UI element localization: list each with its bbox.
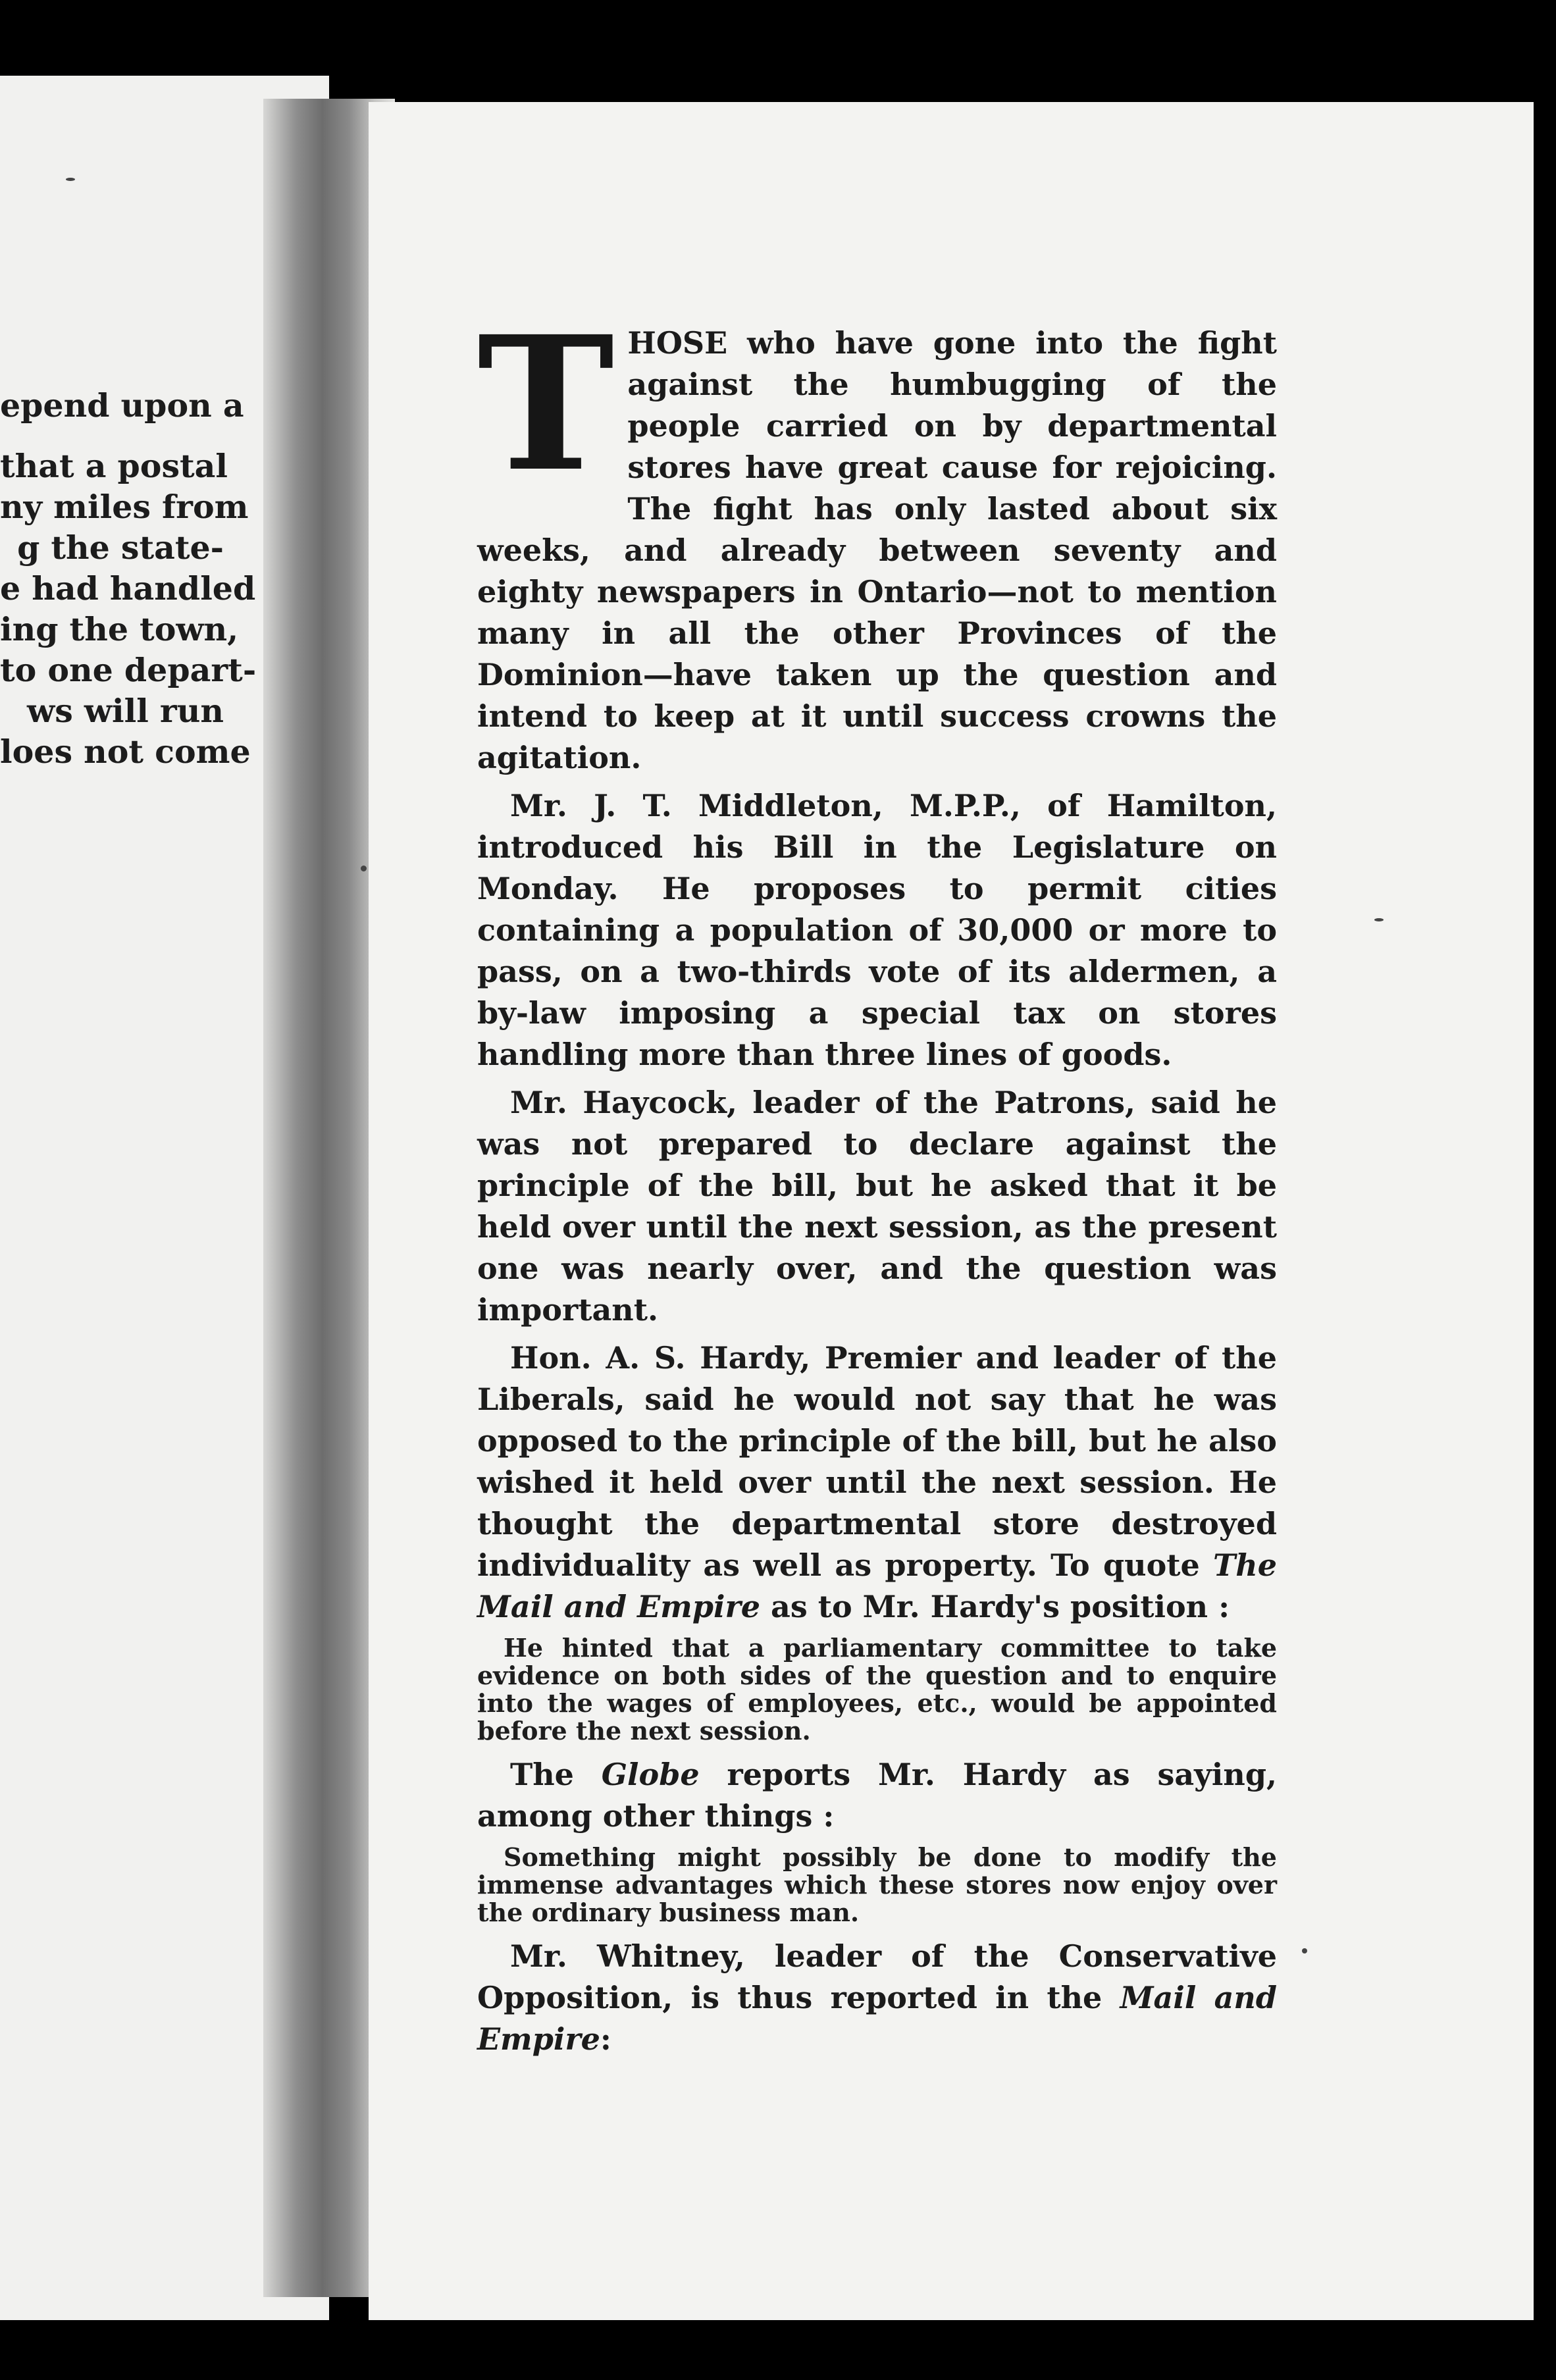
left-line: ws will run [27,692,224,730]
block-quote-2: Something might possibly be done to modify the immense advantages which these stores now enjoy over the ordinary business man. [477,1842,1277,1927]
scan-speck [1374,918,1384,921]
paragraph-1 [477,296,1277,779]
paragraph-6 [477,1936,1277,2060]
left-line-gap [0,426,224,446]
drop-cap: T [477,296,615,513]
paragraph-1-text: HOSE who have gone into the fight against the humbugging of the people carried on by departmental stores have great cause for rejoicing. The fight has only lasted about six weeks, and already between seventy and eighty newspapers in Ontario—not to mention many in all the other Provinces of the Dominion—have taken up the question and intend to keep at it until success crowns the agitation. [477,325,1277,775]
paragraph-4-text-a: Hon. A. S. Hardy, Premier and leader of the Liberals, said he would not say that he was opposed to the principle of the bill, but he also wished it held over until the next session. He thought the departmental store destroyed individuality as well as property. To quote [477,1340,1277,1583]
left-line: to one depart- [0,651,257,689]
left-page-text [0,385,257,772]
publication-name: Mail and Empire [477,1980,1278,2057]
publication-name: Globe [601,1757,700,1792]
left-line: that a postal [0,447,228,485]
paragraph-4-text-b: as to Mr. Hardy's position : [771,1589,1230,1624]
left-line: ing the town, [0,610,239,648]
paragraph-5-text-a: The [510,1757,574,1792]
paragraph-5 [477,1754,1277,1837]
publication-name: The Mail and Empire [477,1547,1277,1624]
left-line: e had handled [0,569,256,608]
left-line: epend upon a [0,386,244,425]
article-body [477,296,1278,2067]
scan-speck [1302,1948,1307,1953]
paragraph-4 [477,1337,1277,1628]
paragraph-6-text-a: Mr. Whitney, leader of the Conservative Opposition, is thus reported in the [477,1938,1277,2015]
scan-speck [361,866,367,871]
paragraph-6-text-b: : [600,2021,611,2057]
paragraph-3: Mr. Haycock, leader of the Patrons, said he was not prepared to declare against the principle of the bill, but he asked that it be held over until the next session, as the present one was nearly over, and the question was important. [477,1085,1277,1328]
block-quote-1: He hinted that a parliamentary committee to take evidence on both sides of the question and to enquire into the wages of employees, etc., would be appointed before the next session. [477,1633,1277,1746]
paragraph-2: Mr. J. T. Middleton, M.P.P., of Hamilton, introduced his Bill in the Legislature on Monday. He proposes to permit cities containing a population of 30,000 or more to pass, on a two-thirds vote of its aldermen, a by-law imposing a special tax on stores handling more than three lines of goods. [477,788,1277,1072]
scan-speck [66,178,75,181]
left-line: loes not come [0,733,251,771]
left-line: ny miles from [0,488,249,526]
left-line: g the state- [17,529,224,567]
paragraph-5-text-b: reports Mr. Hardy as saying, among other things : [477,1757,1277,1834]
